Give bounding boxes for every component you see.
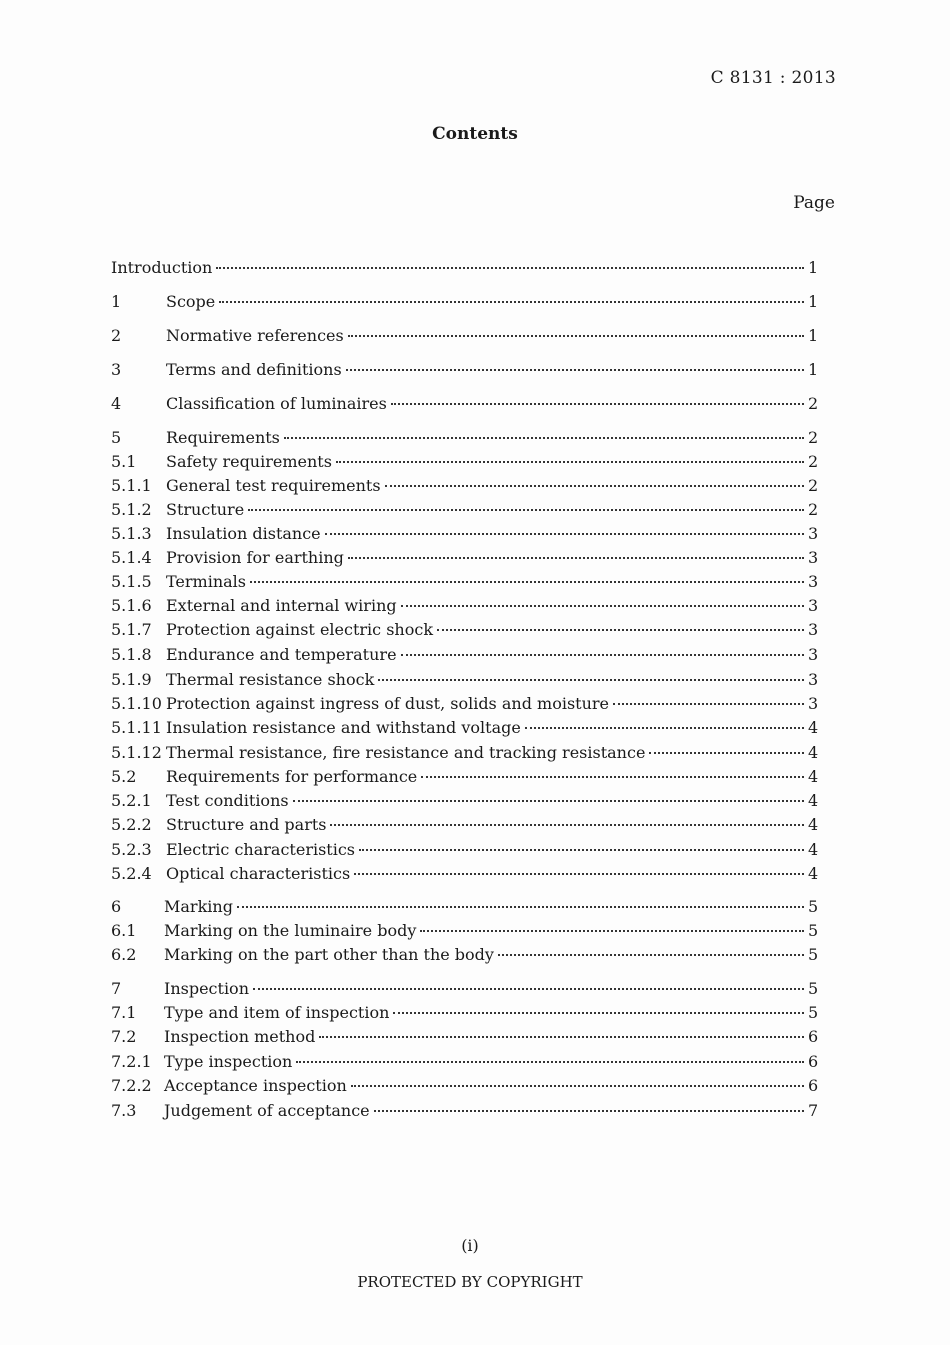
toc-page-number: 4 (808, 864, 819, 883)
toc-leader-dots (525, 727, 804, 729)
toc-entry (111, 500, 818, 522)
toc-section-title: Marking on the luminaire body (164, 921, 417, 940)
toc-page-number: 3 (808, 694, 819, 713)
toc-leader-dots (354, 873, 804, 875)
toc-leader-dots (421, 776, 804, 778)
toc-section-title: Judgement of acceptance (164, 1101, 370, 1120)
toc-entry (111, 1101, 818, 1123)
toc-section-title: Requirements (166, 428, 280, 447)
toc-leader-dots (250, 581, 804, 583)
toc-entry (111, 452, 818, 474)
toc-leader-dots (649, 752, 804, 754)
toc-entry (111, 524, 818, 546)
toc-entry (111, 1027, 818, 1049)
toc-leader-dots (351, 1085, 804, 1087)
toc-page-number: 1 (808, 360, 819, 379)
toc-entry (111, 292, 818, 314)
toc-section-title: Thermal resistance, fire resistance and tracking resistance (166, 743, 646, 762)
toc-section-title: Scope (166, 292, 216, 311)
toc-section-title: Thermal resistance shock (166, 670, 375, 689)
toc-page-number: 6 (808, 1076, 819, 1095)
toc-entry (111, 767, 818, 789)
toc-page-number: 4 (808, 718, 819, 737)
toc-entry (111, 718, 818, 740)
toc-section-number: 5 (111, 428, 122, 447)
toc-leader-dots (437, 629, 804, 631)
toc-leader-dots (391, 403, 804, 405)
toc-leader-dots (401, 654, 804, 656)
toc-leader-dots (393, 1012, 804, 1014)
toc-section-number: 5.1.5 (111, 572, 152, 591)
toc-page-number: 3 (808, 572, 819, 591)
toc-entry (111, 476, 818, 498)
toc-section-title: Structure (166, 500, 245, 519)
toc-section-title: Protection against ingress of dust, solids and moisture (166, 694, 610, 713)
toc-section-title: Terms and definitions (166, 360, 342, 379)
toc-entry (111, 945, 818, 967)
toc-leader-dots (284, 437, 804, 439)
copyright-notice: PROTECTED BY COPYRIGHT (357, 1273, 583, 1291)
toc-leader-dots (374, 1110, 804, 1112)
toc-section-title: Protection against electric shock (166, 620, 434, 639)
toc-entry (111, 864, 818, 886)
toc-entry (111, 694, 818, 716)
footer-page-number: (i) (461, 1236, 479, 1255)
toc-page-number: 5 (808, 979, 819, 998)
toc-section-title: Marking (164, 897, 233, 916)
toc-leader-dots (319, 1036, 804, 1038)
toc-leader-dots (420, 930, 804, 932)
toc-section-number: 5.1.12 (111, 743, 162, 762)
toc-section-number: 7.2.2 (111, 1076, 152, 1095)
toc-leader-dots (330, 824, 804, 826)
toc-page-number: 4 (808, 840, 819, 859)
toc-page-number: 6 (808, 1052, 819, 1071)
toc-entry (111, 548, 818, 570)
toc-section-number: 7 (111, 979, 122, 998)
toc-section-number: 5.1.1 (111, 476, 152, 495)
toc-section-number: 5.1 (111, 452, 137, 471)
toc-entry (111, 596, 818, 618)
toc-leader-dots (348, 557, 804, 559)
toc-leader-dots (296, 1061, 804, 1063)
toc-section-number: 5.1.7 (111, 620, 152, 639)
toc-leader-dots (359, 849, 804, 851)
toc-entry (111, 620, 818, 642)
toc-leader-dots (253, 988, 804, 990)
toc-section-title: Safety requirements (166, 452, 332, 471)
toc-entry (111, 326, 818, 348)
toc-entry (111, 791, 818, 813)
toc-page-number: 4 (808, 815, 819, 834)
toc-section-number: 5.1.6 (111, 596, 152, 615)
toc-section-title: Marking on the part other than the body (164, 945, 494, 964)
toc-section-title: Inspection method (164, 1027, 316, 1046)
toc-entry (111, 1076, 818, 1098)
toc-section-title: Type and item of inspection (164, 1003, 390, 1022)
toc-page-number: 3 (808, 645, 819, 664)
toc-page-number: 2 (808, 428, 819, 447)
toc-section-number: 5.1.2 (111, 500, 152, 519)
toc-leader-dots (401, 605, 804, 607)
toc-leader-dots (346, 369, 804, 371)
toc-page-number: 5 (808, 897, 819, 916)
toc-section-title: Provision for earthing (166, 548, 344, 567)
toc-page-number: 1 (808, 258, 819, 277)
toc-leader-dots (219, 301, 804, 303)
toc-section-number: 7.2 (111, 1027, 137, 1046)
toc-section-number: 5.2.1 (111, 791, 152, 810)
toc-entry (111, 979, 818, 1001)
toc-section-number: 5.1.9 (111, 670, 152, 689)
toc-section-title: Structure and parts (166, 815, 327, 834)
toc-entry (111, 815, 818, 837)
toc-section-number: 2 (111, 326, 122, 345)
toc-section-number: 7.1 (111, 1003, 137, 1022)
toc-leader-dots (385, 485, 804, 487)
toc-page-number: 2 (808, 452, 819, 471)
toc-section-number: 5.1.8 (111, 645, 152, 664)
page-title: Contents (432, 124, 518, 144)
toc-section-number: 5.1.10 (111, 694, 162, 713)
toc-section-title: Test conditions (166, 791, 289, 810)
page-column-label: Page (793, 193, 835, 213)
toc-page-number: 3 (808, 596, 819, 615)
toc-section-title: Classification of luminaires (166, 394, 387, 413)
toc-page-number: 5 (808, 945, 819, 964)
toc-page-number: 5 (808, 921, 819, 940)
toc-section-number: 6.2 (111, 945, 137, 964)
toc-section-number: 1 (111, 292, 122, 311)
toc-entry (111, 1003, 818, 1025)
toc-section-number: 6.1 (111, 921, 137, 940)
toc-entry (111, 572, 818, 594)
toc-section-number: 5.2.2 (111, 815, 152, 834)
toc-section-title: Insulation resistance and withstand voltage (166, 718, 521, 737)
toc-page-number: 1 (808, 326, 819, 345)
toc-section-number: 7.2.1 (111, 1052, 152, 1071)
toc-leader-dots (293, 800, 804, 802)
toc-section-number: 5.2.4 (111, 864, 152, 883)
toc-section-title: Terminals (166, 572, 247, 591)
toc-entry (111, 1052, 818, 1074)
toc-section-title: Electric characteristics (166, 840, 356, 859)
toc-leader-dots (237, 906, 804, 908)
toc-entry (111, 921, 818, 943)
toc-section-number: 4 (111, 394, 122, 413)
toc-section-number: 3 (111, 360, 122, 379)
toc-entry (111, 897, 818, 919)
toc-section-title: Inspection (164, 979, 249, 998)
toc-entry (111, 840, 818, 862)
toc-section-number: 5.1.3 (111, 524, 152, 543)
toc-section-number: 5.2.3 (111, 840, 152, 859)
toc-page-number: 1 (808, 292, 819, 311)
toc-page-number: 3 (808, 524, 819, 543)
toc-entry (111, 258, 818, 280)
toc-section-title: Type inspection (164, 1052, 293, 1071)
toc-entry (111, 394, 818, 416)
toc-leader-dots (378, 679, 804, 681)
toc-page-number: 5 (808, 1003, 819, 1022)
toc-section-number: 5.1.4 (111, 548, 152, 567)
toc-page-number: 3 (808, 548, 819, 567)
toc-page-number: 7 (808, 1101, 819, 1120)
toc-page-number: 2 (808, 476, 819, 495)
toc-section-number: 5.2 (111, 767, 137, 786)
toc-section-title: General test requirements (166, 476, 381, 495)
toc-section-title: Acceptance inspection (164, 1076, 347, 1095)
toc-page-number: 4 (808, 791, 819, 810)
toc-section-title: Optical characteristics (166, 864, 351, 883)
toc-section-title: Insulation distance (166, 524, 321, 543)
toc-page-number: 3 (808, 670, 819, 689)
toc-page-number: 4 (808, 743, 819, 762)
toc-leader-dots (216, 267, 804, 269)
toc-page-number: 3 (808, 620, 819, 639)
toc-section-title: Introduction (111, 258, 213, 277)
toc-entry (111, 743, 818, 765)
toc-section-title: Requirements for performance (166, 767, 418, 786)
toc-entry (111, 360, 818, 382)
toc-section-title: Normative references (166, 326, 344, 345)
document-id: C 8131 : 2013 (710, 68, 836, 88)
toc-page-number: 2 (808, 394, 819, 413)
toc-page-number: 6 (808, 1027, 819, 1046)
toc-leader-dots (325, 533, 804, 535)
toc-leader-dots (348, 335, 804, 337)
toc-leader-dots (613, 703, 804, 705)
toc-page-number: 2 (808, 500, 819, 519)
toc-leader-dots (498, 954, 804, 956)
toc-entry (111, 645, 818, 667)
toc-page-number: 4 (808, 767, 819, 786)
toc-leader-dots (248, 509, 804, 511)
toc-leader-dots (336, 461, 804, 463)
toc-section-title: External and internal wiring (166, 596, 397, 615)
toc-entry (111, 670, 818, 692)
toc-section-number: 6 (111, 897, 122, 916)
toc-section-title: Endurance and temperature (166, 645, 397, 664)
toc-section-number: 7.3 (111, 1101, 137, 1120)
toc-section-number: 5.1.11 (111, 718, 162, 737)
toc-entry (111, 428, 818, 450)
